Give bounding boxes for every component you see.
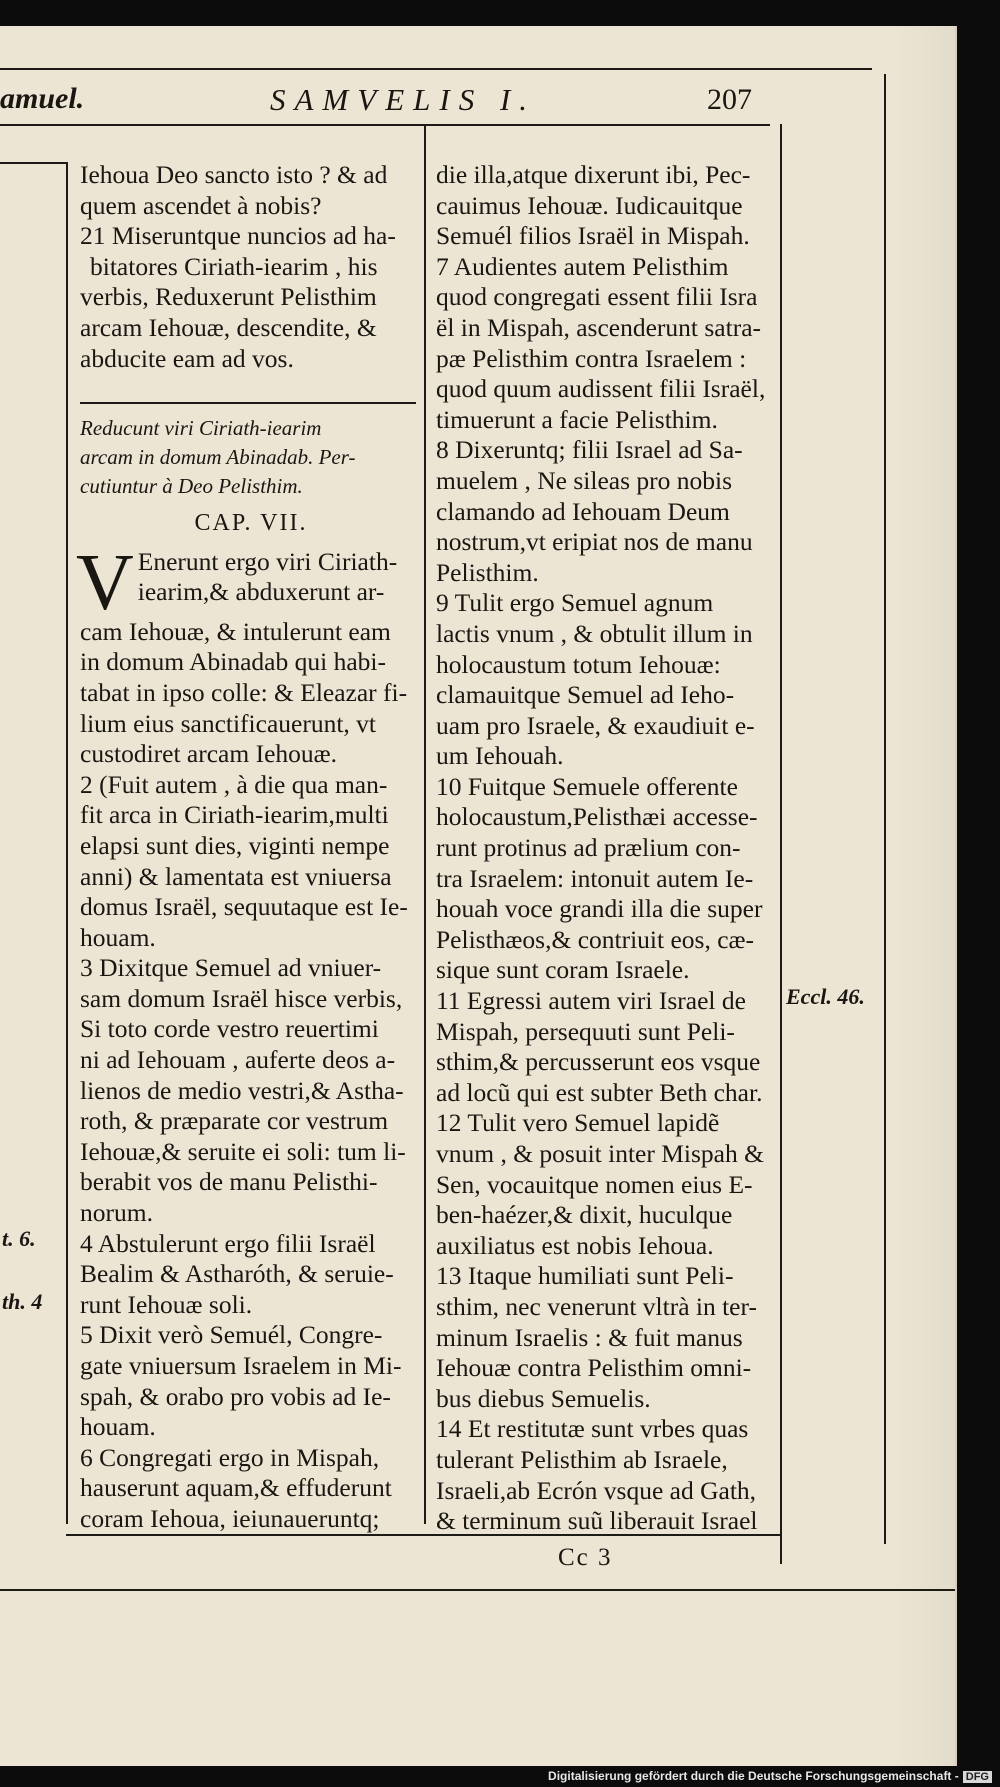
verse-9 <box>436 588 778 772</box>
text-line: Pelisthæos,& contriuit eos, cæ- <box>436 924 755 954</box>
text-line: cam Iehouæ, & intulerunt eam <box>80 616 391 646</box>
verse-14 <box>436 1414 778 1536</box>
text-line: lienos de medio vestri,& Astha- <box>80 1075 404 1105</box>
text-line: houam. <box>80 922 156 952</box>
margin-note-left: th. 4 <box>2 1289 43 1314</box>
text-line: ad locũ qui est subter Beth char. <box>436 1077 763 1107</box>
text-line: verbis, Reduxerunt Pelisthim <box>80 282 377 312</box>
text-line: arcam Iehouæ, descendite, & <box>80 312 377 342</box>
text-line: Mispah, persequuti sunt Peli- <box>436 1016 735 1046</box>
page-number: 207 <box>707 83 752 116</box>
verse-11 <box>436 986 778 1108</box>
text-line: sthim, nec venerunt vltrà in ter- <box>436 1291 757 1321</box>
summary-line: arcam in domum Abinadab. Per- <box>80 445 356 470</box>
text-line: nostrum,vt eripiat nos de manu <box>436 527 753 557</box>
text-line: quod congregati essent filii Isra <box>436 282 758 312</box>
text-line: vnum , & posuit inter Mispah & <box>436 1139 764 1168</box>
verse-3 <box>80 953 422 1228</box>
text-line: domus Israël, sequutaque est Ie- <box>80 892 408 922</box>
text-line: lium eius sanctificauerunt, vt <box>80 708 377 738</box>
text-line: 8 Dixeruntq; filii Israel ad Sa- <box>436 435 743 465</box>
text-line: clamando ad Iehouam Deum <box>436 496 730 526</box>
text-line: muelem , Ne sileas pro nobis <box>436 465 733 495</box>
text-line: Pelisthim. <box>436 557 539 587</box>
top-rule <box>0 68 872 70</box>
text-line: 9 Tulit ergo Semuel agnum <box>436 588 714 618</box>
text-line: holocaustum,Pelisthæi accesse- <box>436 802 758 832</box>
text-line: 13 Itaque humiliati sunt Peli- <box>436 1261 734 1291</box>
chapter-heading: CAP. VII. <box>194 510 308 537</box>
summary-line: cutiuntur à Deo Pelisthim. <box>80 474 303 499</box>
column-divider <box>424 124 426 1524</box>
running-title: SAMVELIS I. <box>270 82 537 117</box>
outer-right-border <box>884 74 886 1544</box>
verse-6-continued <box>436 160 778 252</box>
text-line: Israeli,ab Ecrón vsque ad Gath, <box>436 1475 757 1505</box>
text-line: in domum Abinadab qui habi- <box>80 647 386 677</box>
text-line: Iehouæ,& seruite ei soli: tum li- <box>80 1136 406 1166</box>
text-line: tabat in ipso colle: & Eleazar fi- <box>80 677 408 707</box>
text-line: 7 Audientes autem Pelisthim <box>436 251 729 281</box>
verse-6 <box>80 1443 422 1535</box>
text-line: runt protinus ad prælium con- <box>436 833 741 863</box>
text-line: 14 Et restitutæ sunt vrbes quas <box>436 1414 749 1444</box>
dfg-logo: DFG <box>963 1771 992 1783</box>
text-line: 21 Miseruntque nuncios ad ha- <box>80 221 396 251</box>
text-line: gate vniuersum Israelem in Mi- <box>80 1351 402 1380</box>
text-line: anni) & lamentata est vniuersa <box>80 861 392 891</box>
verse-4 <box>80 1229 422 1321</box>
right-column <box>436 160 778 1537</box>
text-line: Si toto corde vestro reuertimi <box>80 1014 379 1044</box>
text-line: elapsi sunt dies, viginti nempe <box>80 830 390 860</box>
text-line: hauserunt aquam,& effuderunt <box>80 1473 392 1503</box>
text-line: 3 Dixitque Semuel ad vniuer- <box>80 953 382 983</box>
text-line: 2 (Fuit autem , à die qua man- <box>80 769 388 799</box>
left-column-border <box>66 164 68 1524</box>
drop-cap: V <box>76 538 134 627</box>
running-head-left: amuel. <box>0 82 85 115</box>
text-line: & terminum suũ liberauit Israel <box>436 1506 758 1536</box>
text-line: timuerunt a facie Pelisthim. <box>436 404 718 434</box>
text-line: 5 Dixit verò Semuél, Congre- <box>80 1320 383 1350</box>
right-column-border <box>780 124 782 1564</box>
text-line: holocaustum totum Iehouæ: <box>436 649 721 679</box>
text-line: 6 Congregati ergo in Mispah, <box>80 1442 380 1472</box>
header-rule <box>0 124 770 126</box>
text-line: Enerunt ergo viri Ciriath- <box>137 546 398 576</box>
verse-2 <box>80 770 422 954</box>
text-line: tulerant Pelisthim ab Israele, <box>436 1444 728 1474</box>
text-line: minum Israelis : & fuit manus <box>436 1322 743 1352</box>
text-line: custodiret arcam Iehouæ. <box>80 739 338 769</box>
text-line: auxiliatus est nobis Iehoua. <box>436 1230 714 1260</box>
text-line: bus diebus Semuelis. <box>436 1383 651 1413</box>
text-line: houam. <box>80 1412 156 1442</box>
text-line: Iehoua Deo sancto isto ? & ad <box>80 160 388 189</box>
text-line: norum. <box>80 1198 153 1228</box>
text-line: berabit vos de manu Pelisthi- <box>80 1167 378 1197</box>
text-line: uam pro Israele, & exaudiuit e- <box>436 710 755 740</box>
summary-line: Reducunt viri Ciriath-iearim <box>80 416 322 441</box>
text-line: abducite eam ad vos. <box>80 343 294 373</box>
text-line: runt Iehouæ soli. <box>80 1289 253 1319</box>
verse-13 <box>436 1261 778 1414</box>
verse-10 <box>436 772 778 986</box>
left-column <box>76 160 422 1535</box>
bottom-rule <box>0 1589 955 1591</box>
chapter-summary <box>80 414 422 501</box>
text-line: quod quum audissent filii Israël, <box>436 374 766 404</box>
margin-note-right: Eccl. 46. <box>786 984 865 1009</box>
verse-1 <box>76 538 422 770</box>
text-line: 10 Fuitque Semuele offerente <box>436 771 738 801</box>
text-line: ben-haézer,& dixit, huculque <box>436 1200 733 1230</box>
text-line: bitatores Ciriath-iearim , his <box>90 251 378 281</box>
text-line: iearim,& abduxerunt ar- <box>137 577 385 607</box>
verse-8 <box>436 435 778 588</box>
text-line: 11 Egressi autem viri Israel de <box>436 986 746 1016</box>
text-line: Sen, vocauitque nomen eius E- <box>436 1169 753 1199</box>
verse-5 <box>80 1320 422 1442</box>
text-line: clamauitque Semuel ad Ieho- <box>436 680 735 710</box>
text-line: tra Israelem: intonuit autem Ie- <box>436 863 754 893</box>
text-line: die illa,atque dixerunt ibi, Pec- <box>436 160 751 189</box>
margin-note-left: t. 6. <box>2 1226 36 1251</box>
book-page <box>0 26 957 1766</box>
text-line: Semuél filios Israël in Mispah. <box>436 221 750 251</box>
text-line: fit arca in Ciriath-iearim,multi <box>80 800 389 830</box>
text-line: spah, & orabo pro vobis ad Ie- <box>80 1381 391 1411</box>
text-line: Iehouæ contra Pelisthim omni- <box>436 1353 752 1383</box>
text-line: ël in Mispah, ascenderunt satra- <box>436 312 762 342</box>
text-line: Bealim & Astharóth, & seruie- <box>80 1259 394 1289</box>
text-line: pæ Pelisthim contra Israelem : <box>436 343 747 373</box>
text-line: sthim,& percusserunt eos vsque <box>436 1047 761 1077</box>
text-line: houah voce grandi illa die super <box>436 894 763 924</box>
credit-text: Digitalisierung gefördert durch die Deutsche Forschungsgemeinschaft - <box>548 1769 959 1783</box>
text-line: cauimus Iehouæ. Iudicauitque <box>436 190 743 220</box>
verse-21 <box>80 221 422 374</box>
text-line: coram Iehoua, ieiunaueruntq; <box>80 1503 380 1533</box>
text-line: roth, & præparate cor vestrum <box>80 1106 389 1136</box>
text-line: um Iehouah. <box>436 741 564 771</box>
text-line: lactis vnum , & obtulit illum in <box>436 618 753 648</box>
text-line: sique sunt coram Israele. <box>436 955 690 985</box>
text-line: quem ascendet à nobis? <box>80 190 322 220</box>
text-line: sam domum Israël hisce verbis, <box>80 983 403 1013</box>
digitization-credit <box>548 1769 992 1783</box>
text-line: 12 Tulit vero Semuel lapidẽ <box>436 1108 720 1138</box>
signature-mark: Cc 3 <box>558 1544 613 1571</box>
verse-7 <box>436 252 778 436</box>
verse-12 <box>436 1108 778 1261</box>
left-column-rule <box>0 162 68 164</box>
text-line: ni ad Iehouam , auferte deos a- <box>80 1045 396 1075</box>
text-line: 4 Abstulerunt ergo filii Israël <box>80 1228 376 1258</box>
